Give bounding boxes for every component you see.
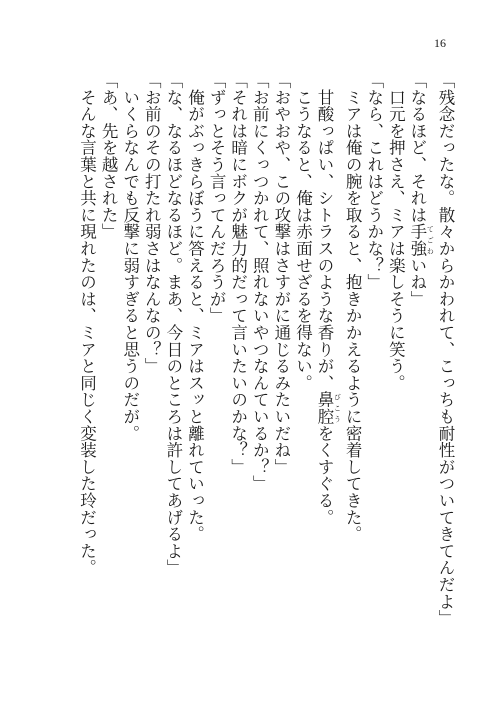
text-line-13: 「な、なるほどなるほど。まあ、今日のところは許してあげるよ」 xyxy=(163,72,183,576)
text-line-2: 「なるほど、それは手強 てごわいね」 xyxy=(407,72,435,308)
text-line-10: 「それは暗にボクが魅力的だって言いたいのかな？」 xyxy=(228,72,248,476)
text-line-9: 「お前にくっつかれて、照れないやつなんているか？」 xyxy=(250,72,270,492)
vertical-text-body xyxy=(76,72,456,632)
text-line-16: 「あ、先を越された」 xyxy=(99,72,119,240)
ruby-bikou: 鼻腔 びこう xyxy=(315,391,342,425)
text-line-7: こうなると、俺は赤面せざるを得ない。 xyxy=(293,72,313,392)
text-line-14: 「お前のその打たれ弱さはなんなの？」 xyxy=(142,72,162,375)
text-line-4: 「なら、これはどうかな？」 xyxy=(364,72,384,291)
ruby-tegowai-reading: てごわ xyxy=(426,223,435,257)
text-line-5: ミアは俺の腕を取ると、抱きかかえるように密着してきた。 xyxy=(343,72,363,543)
text-line-8: 「おやおや、この攻撃はさすがに通じるみたいだね」 xyxy=(271,72,291,476)
text-line-12: 俺がぶっきらぼうに答えると、ミアはスッと離れていった。 xyxy=(185,72,205,543)
text-line-6: 甘酸っぱい、シトラスのような香りが、鼻腔 びこうをくすぐる。 xyxy=(315,72,342,526)
text-line-11: 「ずっとそう言ってんだろうが」 xyxy=(207,72,227,324)
ruby-tegowai: 手強 てごわ xyxy=(407,223,435,257)
text-line-1: 「残念だったな。散々からかわれて、こっちも耐性がついてきてんだよ」 xyxy=(436,72,455,627)
text-line-3: 口元を押さえ、ミアは楽しそうに笑う。 xyxy=(386,72,406,392)
ruby-bikou-reading: びこう xyxy=(333,391,342,425)
text-line-15: いくらなんでも反撃に弱すぎると思うのだが。 xyxy=(120,72,140,442)
page-number: 16 xyxy=(434,36,446,50)
text-line-17: そんな言葉と共に現れたのは、ミアと同じく変装した玲だった。 xyxy=(77,72,97,576)
